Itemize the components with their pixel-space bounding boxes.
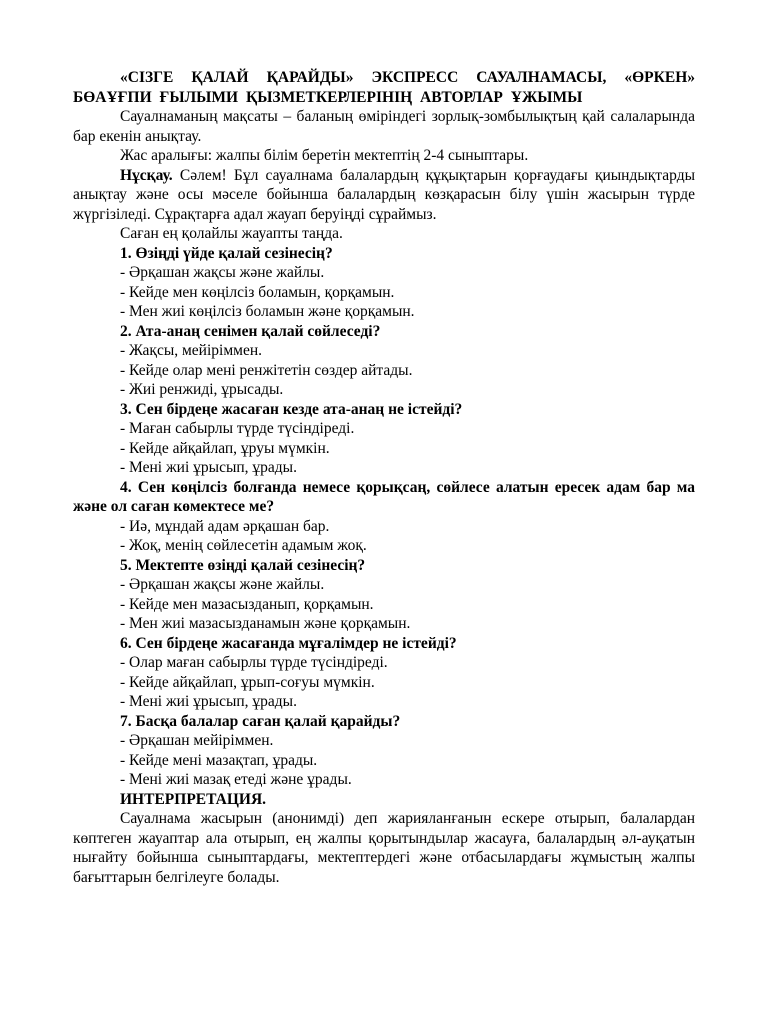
answer-option: - Кейде мен көңілсіз боламын, қорқамын. (120, 283, 395, 301)
question-text: 4. Сен көңілсіз болғанда немесе қорықсаң, сөйлесе алатын ересек адам бар ма және ол саған көмектесе ме? (73, 478, 695, 515)
answer-option: - Олар маған сабырлы түрде түсіндіреді. (120, 654, 388, 671)
answer-option: - Жоқ, менің сөйлесетін адамым жоқ. (120, 537, 367, 554)
question-text: 5. Мектепте өзіңді қалай сезінесің? (120, 556, 366, 574)
answer-option: - Кейде айқайлап, ұрып-соғуы мүмкін. (120, 673, 375, 691)
document-page (73, 68, 695, 887)
question-text: 1. Өзіңді үйде қалай сезінесің? (120, 244, 333, 262)
instruction-paragraph (73, 166, 695, 225)
document-title: «СІЗГЕ ҚАЛАЙ ҚАРАЙДЫ» ЭКСПРЕСС САУАЛНАМАСЫ, «ӨРКЕН» БӨАҰҒПИ ҒЫЛЫМИ ҚЫЗМЕТКЕРЛЕРІНІҢ АВТОРЛАР ҰЖЫМЫ (73, 69, 695, 106)
question-block-1 (73, 244, 695, 322)
purpose-paragraph: Сауалнаманың мақсаты – баланың өміріндегі зорлық-зомбылықтың қай салаларында бар екенін анықтау. (73, 108, 695, 145)
question-block-6 (73, 634, 695, 712)
question-text: 7. Басқа балалар саған қалай қарайды? (120, 712, 401, 730)
choose-prompt: Саған ең қолайлы жауапты таңда. (120, 225, 343, 242)
interpretation-heading: ИНТЕРПРЕТАЦИЯ. (120, 790, 267, 808)
question-text: 6. Сен бірдеңе жасағанда мұғалімдер не істейді? (120, 634, 457, 652)
answer-option: - Кейде мені мазақтап, ұрады. (120, 751, 318, 769)
answer-option: - Мені жиі мазақ етеді және ұрады. (120, 771, 352, 788)
answer-option: - Кейде мен мазасызданып, қорқамын. (120, 595, 374, 613)
answer-option: - Кейде олар мені ренжітетін сөздер айтады. (120, 361, 413, 379)
answer-option: - Мен жиі мазасызданамын және қорқамын. (120, 615, 411, 632)
question-block-2 (73, 322, 695, 400)
question-block-5 (73, 556, 695, 634)
answer-option: - Кейде айқайлап, ұруы мүмкін. (120, 439, 330, 457)
question-text: 3. Сен бірдеңе жасаған кезде ата-анаң не істейді? (120, 400, 463, 418)
question-text: 2. Ата-анаң сенімен қалай сөйлеседі? (120, 322, 381, 340)
answer-option: - Маған сабырлы түрде түсіндіреді. (120, 420, 355, 437)
question-block-7 (73, 712, 695, 790)
answer-option: - Жақсы, мейіріммен. (120, 342, 263, 359)
answer-option: - Мені жиі ұрысып, ұрады. (120, 459, 297, 476)
question-block-4 (73, 478, 695, 556)
answer-option: - Әрқашан мейіріммен. (120, 732, 274, 749)
instruction-text: Сәлем! Бұл сауалнама балалардың құқықтарын қорғаудағы қиындықтарды анықтау және осы мәселе бойынша балалардың көзқарасын білу үшін жасырын түрде жүргізіледі. Сұрақтарға адал жауап беруіңді сұраймыз. (73, 166, 695, 223)
interpretation-paragraph: Сауалнама жасырын (анонимді) деп жарияланғанын ескере отырып, балалардан көптеген жауаптар ала отырып, ең жалпы қорытындылар жасауға, балалардың әл-ауқатын нығайту бойынша сыныптардағы, мектептердегі және отбасылардағы жұмыстың жалпы бағыттарын белгілеуге болады. (73, 810, 695, 886)
answer-option: - Әрқашан жақсы және жайлы. (120, 264, 325, 281)
answer-option: - Мен жиі көңілсіз боламын және қорқамын. (120, 303, 415, 320)
answer-option: - Иә, мұндай адам әрқашан бар. (120, 517, 330, 535)
age-range-paragraph: Жас аралығы: жалпы білім беретін мектептің 2-4 сыныптары. (120, 147, 529, 164)
question-block-3 (73, 400, 695, 478)
answer-option: - Әрқашан жақсы және жайлы. (120, 576, 325, 593)
answer-option: - Мені жиі ұрысып, ұрады. (120, 693, 297, 710)
answer-option: - Жиі ренжиді, ұрысады. (120, 381, 284, 398)
instruction-label: Нұсқау. (120, 166, 173, 184)
